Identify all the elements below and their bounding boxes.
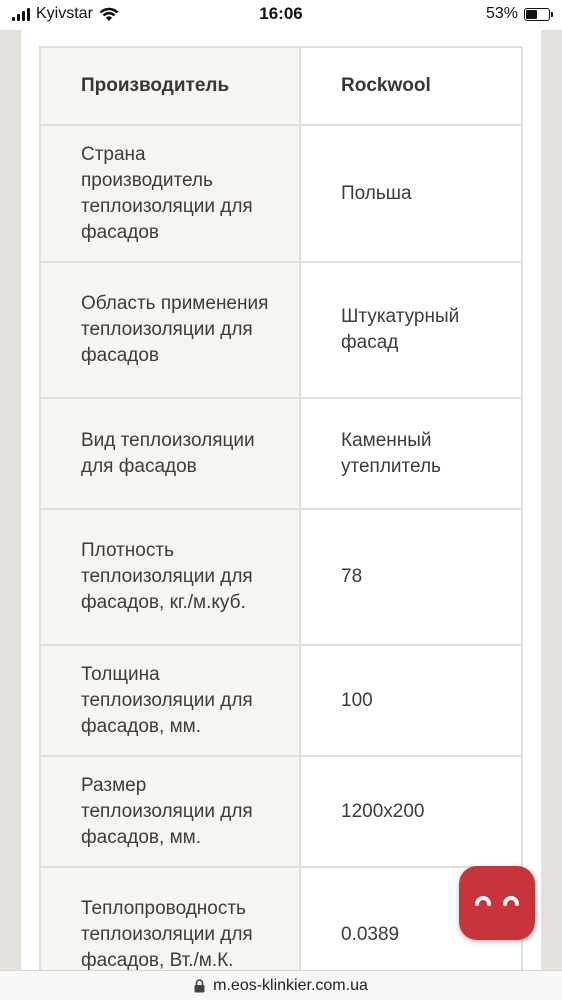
- row-label-cell: [40, 645, 300, 756]
- url-bar[interactable]: [0, 970, 562, 1000]
- row-label-cell: [40, 398, 300, 509]
- table-row: [40, 756, 522, 867]
- row-label-cell: [40, 262, 300, 398]
- table-row: [40, 262, 522, 398]
- lock-icon: [194, 979, 205, 993]
- header-value: Rockwool: [341, 75, 431, 96]
- row-label-cell: [40, 125, 300, 262]
- battery-icon: [524, 8, 550, 21]
- row-label: Теплопроводность теплоизоляции для фасадов, Вт./м.К.: [81, 898, 253, 970]
- battery-fill: [526, 10, 537, 19]
- table-row: [40, 125, 522, 262]
- row-value-cell: [300, 125, 522, 262]
- row-label: Страна производитель теплоизоляции для фасадов: [81, 143, 253, 243]
- row-label: Вид теплоизоляции для фасадов: [81, 429, 255, 477]
- header-label-cell: [40, 47, 300, 125]
- row-value-cell: [300, 398, 522, 509]
- row-value: Польша: [341, 182, 412, 204]
- chat-eyes-icon: [473, 892, 521, 908]
- table-row: [40, 509, 522, 645]
- battery-percent: 53%: [485, 5, 518, 22]
- chat-widget-button[interactable]: [459, 866, 535, 940]
- table-row: [40, 398, 522, 509]
- row-value-cell: [300, 645, 522, 756]
- specs-table: [39, 46, 523, 970]
- carrier-name: Kyivstar: [36, 5, 93, 22]
- row-value: 78: [341, 566, 363, 587]
- page-content[interactable]: [21, 30, 541, 970]
- status-right: [486, 5, 550, 23]
- row-label-cell: [40, 756, 300, 867]
- table-row: [40, 867, 522, 970]
- row-value: 100: [341, 689, 373, 711]
- url-text[interactable]: m.eos-klinkier.com.ua: [213, 976, 368, 994]
- header-label: Производитель: [81, 75, 230, 96]
- row-value-cell: [300, 262, 522, 398]
- row-label: Область применения теплоизоляции для фасадов: [81, 293, 269, 366]
- table-header-row: [40, 47, 522, 125]
- row-label: Размер теплоизоляции для фасадов, мм.: [81, 774, 253, 848]
- row-value: 0.0389: [341, 924, 400, 945]
- row-label-cell: [40, 867, 300, 970]
- row-value: Каменный утеплитель: [341, 429, 441, 477]
- row-value-cell: [300, 756, 522, 867]
- table-row: [40, 645, 522, 756]
- row-value: Штукатурный фасад: [341, 306, 460, 353]
- status-time: 16:06: [259, 4, 303, 23]
- header-value-cell: [300, 47, 522, 125]
- status-bar: [0, 0, 562, 30]
- row-label: Толщина теплоизоляции для фасадов, мм.: [81, 663, 253, 737]
- row-label: Плотность теплоизоляции для фасадов, кг./м.куб.: [81, 540, 253, 613]
- row-value-cell: [300, 509, 522, 645]
- row-label-cell: [40, 509, 300, 645]
- row-value: 1200х200: [341, 800, 425, 822]
